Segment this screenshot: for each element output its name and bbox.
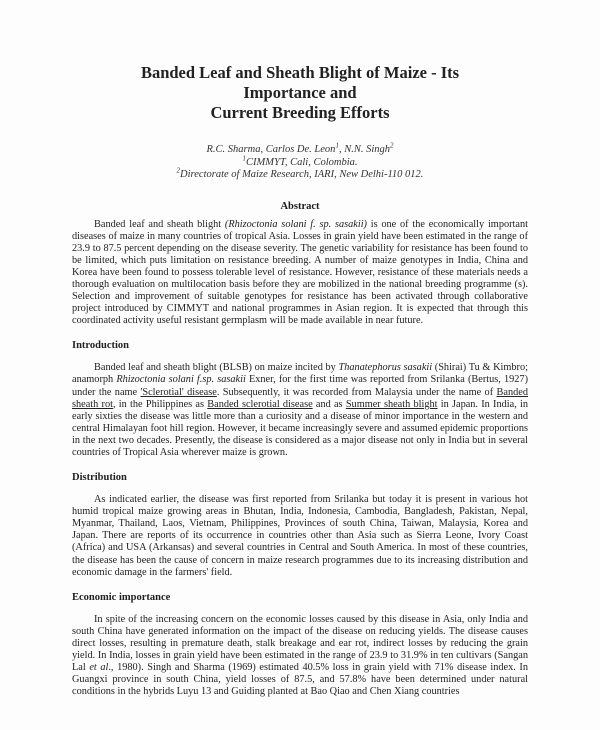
text-run: in Japan. In India, in early sixties the disease was little more than a curiosity and a disease of minor importance in the western and central Himalayan foot hill region. However, it became increasingly severe and assumed epidemic proportions in the next two decades. Presently, the disease is considered as a major disease not only in India but in several countries of Tropical Asia wherever maize is grown. [72,398,529,458]
italic-text: (Rhizoctonia solani f. sp. sasakii) [224,218,367,230]
text-run: , in the Philippines as [112,398,208,410]
underlined-term: Banded sheath rot [72,386,528,410]
underlined-term: 'Sclerotial' disease [140,386,217,398]
economic-paragraph [72,614,528,699]
italic-text: et al [89,662,109,674]
introduction-paragraph [72,362,528,459]
author-block [100,141,500,182]
abstract-heading: Abstract [280,200,320,212]
italic-text: Rhizoctonia solani f.sp. sasakii [116,374,246,386]
text-run: As indicated earlier, the disease was first reported from Srilanka but today it is present in various hot humid tropical maize growing areas in Bhutan, India, Indonesia, Cambodia, Bangladesh, Pakistan, Nepal, Myanmar, Thailand, Laos, Vietnam, Philippines, Provinces of south China, Taiwan, Malaysia, Korea and Japan. There are reports of its occurrence in countries other than Asia such as Sierra Leone, Ivory Coast (Africa) and USA (Arkansas) and several countries in Central and South America. In most of these countries, the disease has been the cause of concern in maize research programmes due to its increasing distribution and economic damage in the farmers' field. [72,494,528,578]
title-line-1: Banded Leaf and Sheath Blight of Maize - Its Importance and [140,63,460,102]
text-run: . Subsequently, it was recorded from Malaysia under the name of [216,386,497,398]
section-heading-economic-importance: Economic importance [72,591,171,603]
underlined-term: Summer sheath blight [345,398,438,410]
paper-title [100,63,500,123]
affiliation-text: CIMMYT, Cali, Colombia. [245,156,358,168]
text-run: Banded leaf and sheath blight [94,218,225,230]
underlined-term: Banded sclerotial disease [207,398,313,410]
title-line-2: Current Breeding Efforts [210,103,390,122]
text-run: Exner, for the first time was reported from Srilanka (Bertus, 1927) under the name [72,374,528,398]
author-names-part: R.C. Sharma, Carlos De. Leon [206,144,336,155]
distribution-paragraph [72,494,528,579]
text-run: Banded leaf and sheath blight (BLSB) on maize incited by [94,362,339,374]
affiliation-text: Directorate of Maize Research, IARI, New Delhi-110 012. [180,169,424,180]
abstract-paragraph [72,219,528,328]
affiliation-1 [100,154,500,170]
text-run: and as [312,398,346,410]
affiliation-2 [100,166,500,182]
author-names [100,141,500,157]
affiliation-marker: 2 [176,166,181,175]
text-run: is one of the economically important diseases of maize in many countries of tropical Asia. Losses in grain yield have been estimated in the range of 23.9 to 87.5 percent depending on the disease severity. The genetic variability for resistance has been found to be limited, which puts limitation on resistance breeding. A number of maize genotypes in India, China and Korea have been found to possess tolerable level of resistance. However, resistance of these materials needs a thorough evaluation on multilocation basis before they are mobilized in the national breeding programme (s). Selection and improvement of suitable genotypes for resistance has been activated through collaborative project introduced by CIMMYT and national programmes in Asian region. It is expected that through this coordinated activity useful resistant germplasm will be made available in near future. [72,218,528,327]
text-run: ., 1980). Singh and Sharma (1969) estimated 40.5% loss in grain yield with 71% disease index. In Guangxi province in south China, yield losses of 87.5, and 57.8% have been determined under natural conditions in the hybrids Luyu 13 and Guiding planted at Bao Qiao and Chen Xiang countries [72,662,529,698]
section-heading-distribution: Distribution [72,472,127,484]
affiliation-marker: 2 [390,141,394,150]
affiliation-marker: 1 [242,154,246,162]
text-run: (Shirai) Tu & Kimbro; anamorph [72,362,528,386]
text-run: In spite of the increasing concern on the economic losses caused by this disease in Asia, only India and south China have generated information on the impact of the disease on reducing yields. The disease causes direct losses, resulting in premature death, stalk breakage and ear rot, indirect losses by reducing the grain yield. In India, losses in grain yield have been estimated in the range of 23.9 to 31.9% in ten cultivars (Sangan Lal [72,613,528,674]
italic-text: Thanatephorus sasakii [338,362,433,374]
author-names-part: , N.N. Singh [338,144,390,155]
affiliation-marker: 1 [335,141,339,150]
section-heading-introduction: Introduction [72,340,129,352]
